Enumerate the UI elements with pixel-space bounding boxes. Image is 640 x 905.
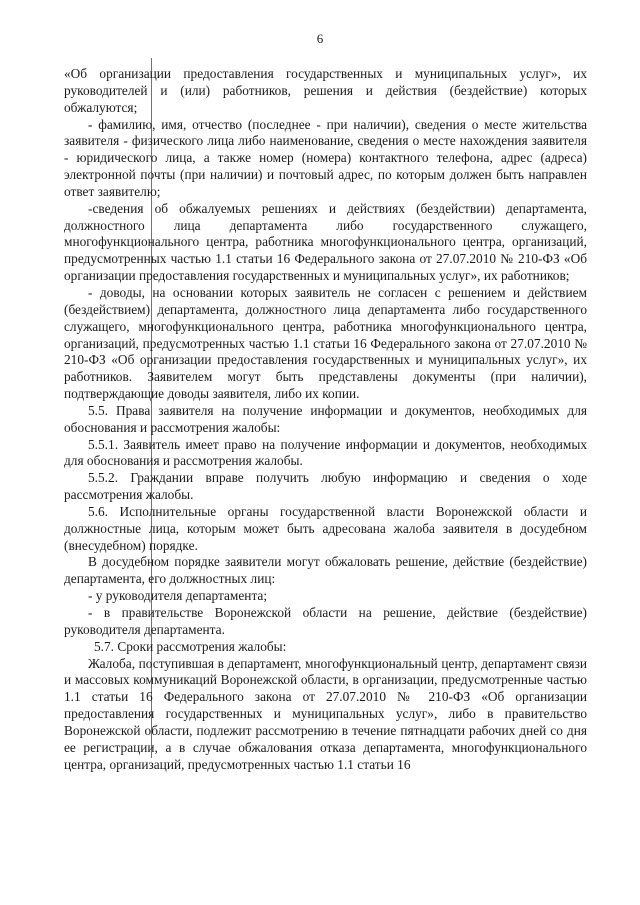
paragraph: Жалоба, поступившая в департамент, многофункциональный центр, департамент связи и массовых коммуникаций Воронежской области, в организации, предусмотренные частью 1.1 статьи 16 Федерального закона от 27.07.2010 № 210-ФЗ «Об организации предоставления государственных и муниципальных услуг», либо в правительство Воронежской области, подлежит рассмотрению в течение пятнадцати рабочих дней со дня ее регистрации, а в случае обжалования отказа департамента, многофункционального центра, организаций, предусмотренных частью 1.1 статьи 16 bbox=[64, 655, 587, 772]
paragraph: - у руководителя департамента; bbox=[88, 588, 268, 604]
paragraph: - фамилию, имя, отчество (последнее - при наличии), сведения о месте жительства заявителя - физического лица либо наименование, сведения о месте нахождения заявителя - юридического лица, а также номер (номера) контактного телефона, адрес (адреса) электронной почты (при наличии) и почтовый адрес, по которым должен быть направлен ответ заявителю; bbox=[64, 116, 587, 199]
document-body bbox=[64, 66, 587, 773]
paragraph: 5.7. Сроки рассмотрения жалобы: bbox=[94, 638, 287, 654]
paragraph: В досудебном порядке заявители могут обжаловать решение, действие (бездействие) департамента, его должностных лиц: bbox=[64, 554, 587, 587]
paragraph: 5.5.1. Заявитель имеет право на получение информации и документов, необходимых для обоснования и рассмотрения жалобы. bbox=[64, 436, 587, 469]
paragraph: «Об организации предоставления государственных и муниципальных услуг», их руководителей и (или) работников, решения и действия (бездействие) которых обжалуются; bbox=[64, 66, 587, 115]
paragraph: -сведения об обжалуемых решениях и действиях (бездействии) департамента, должностного лица департамента либо государственного служащего, многофункционального центра, работника многофункционального центра, организаций, предусмотренных частью 1.1 статьи 16 Федерального закона от 27.07.2010 № 210-ФЗ «Об организации предоставления государственных и муниципальных услуг», их работников; bbox=[64, 200, 587, 284]
paragraph: - доводы, на основании которых заявитель не согласен с решением и действием (бездействием) департамента, должностного лица департамента либо государственного служащего, многофункционального центра, работника многофункционального центра, организаций, предусмотренных частью 1.1 статьи 16 Федерального закона от 27.07.2010 № 210-ФЗ «Об организации предоставления государственных и муниципальных услуг», их работников. Заявителем могут быть представлены документы (при наличии), подтверждающие доводы заявителя, либо их копии. bbox=[64, 284, 587, 402]
paragraph: 5.5. Права заявителя на получение информации и документов, необходимых для обоснования и рассмотрения жалобы: bbox=[64, 402, 587, 435]
page-number: 6 bbox=[316, 31, 324, 46]
paragraph: 5.6. Исполнительные органы государственной власти Воронежской области и должностные лица, которым может быть адресована жалоба заявителя в досудебном (внесудебном) порядке. bbox=[64, 503, 587, 553]
paragraph: - в правительстве Воронежской области на решение, действие (бездействие) руководителя департамента. bbox=[64, 605, 587, 637]
paragraph: 5.5.2. Граждании вправе получить любую информацию и сведения о ходе рассмотрения жалобы. bbox=[64, 470, 587, 503]
